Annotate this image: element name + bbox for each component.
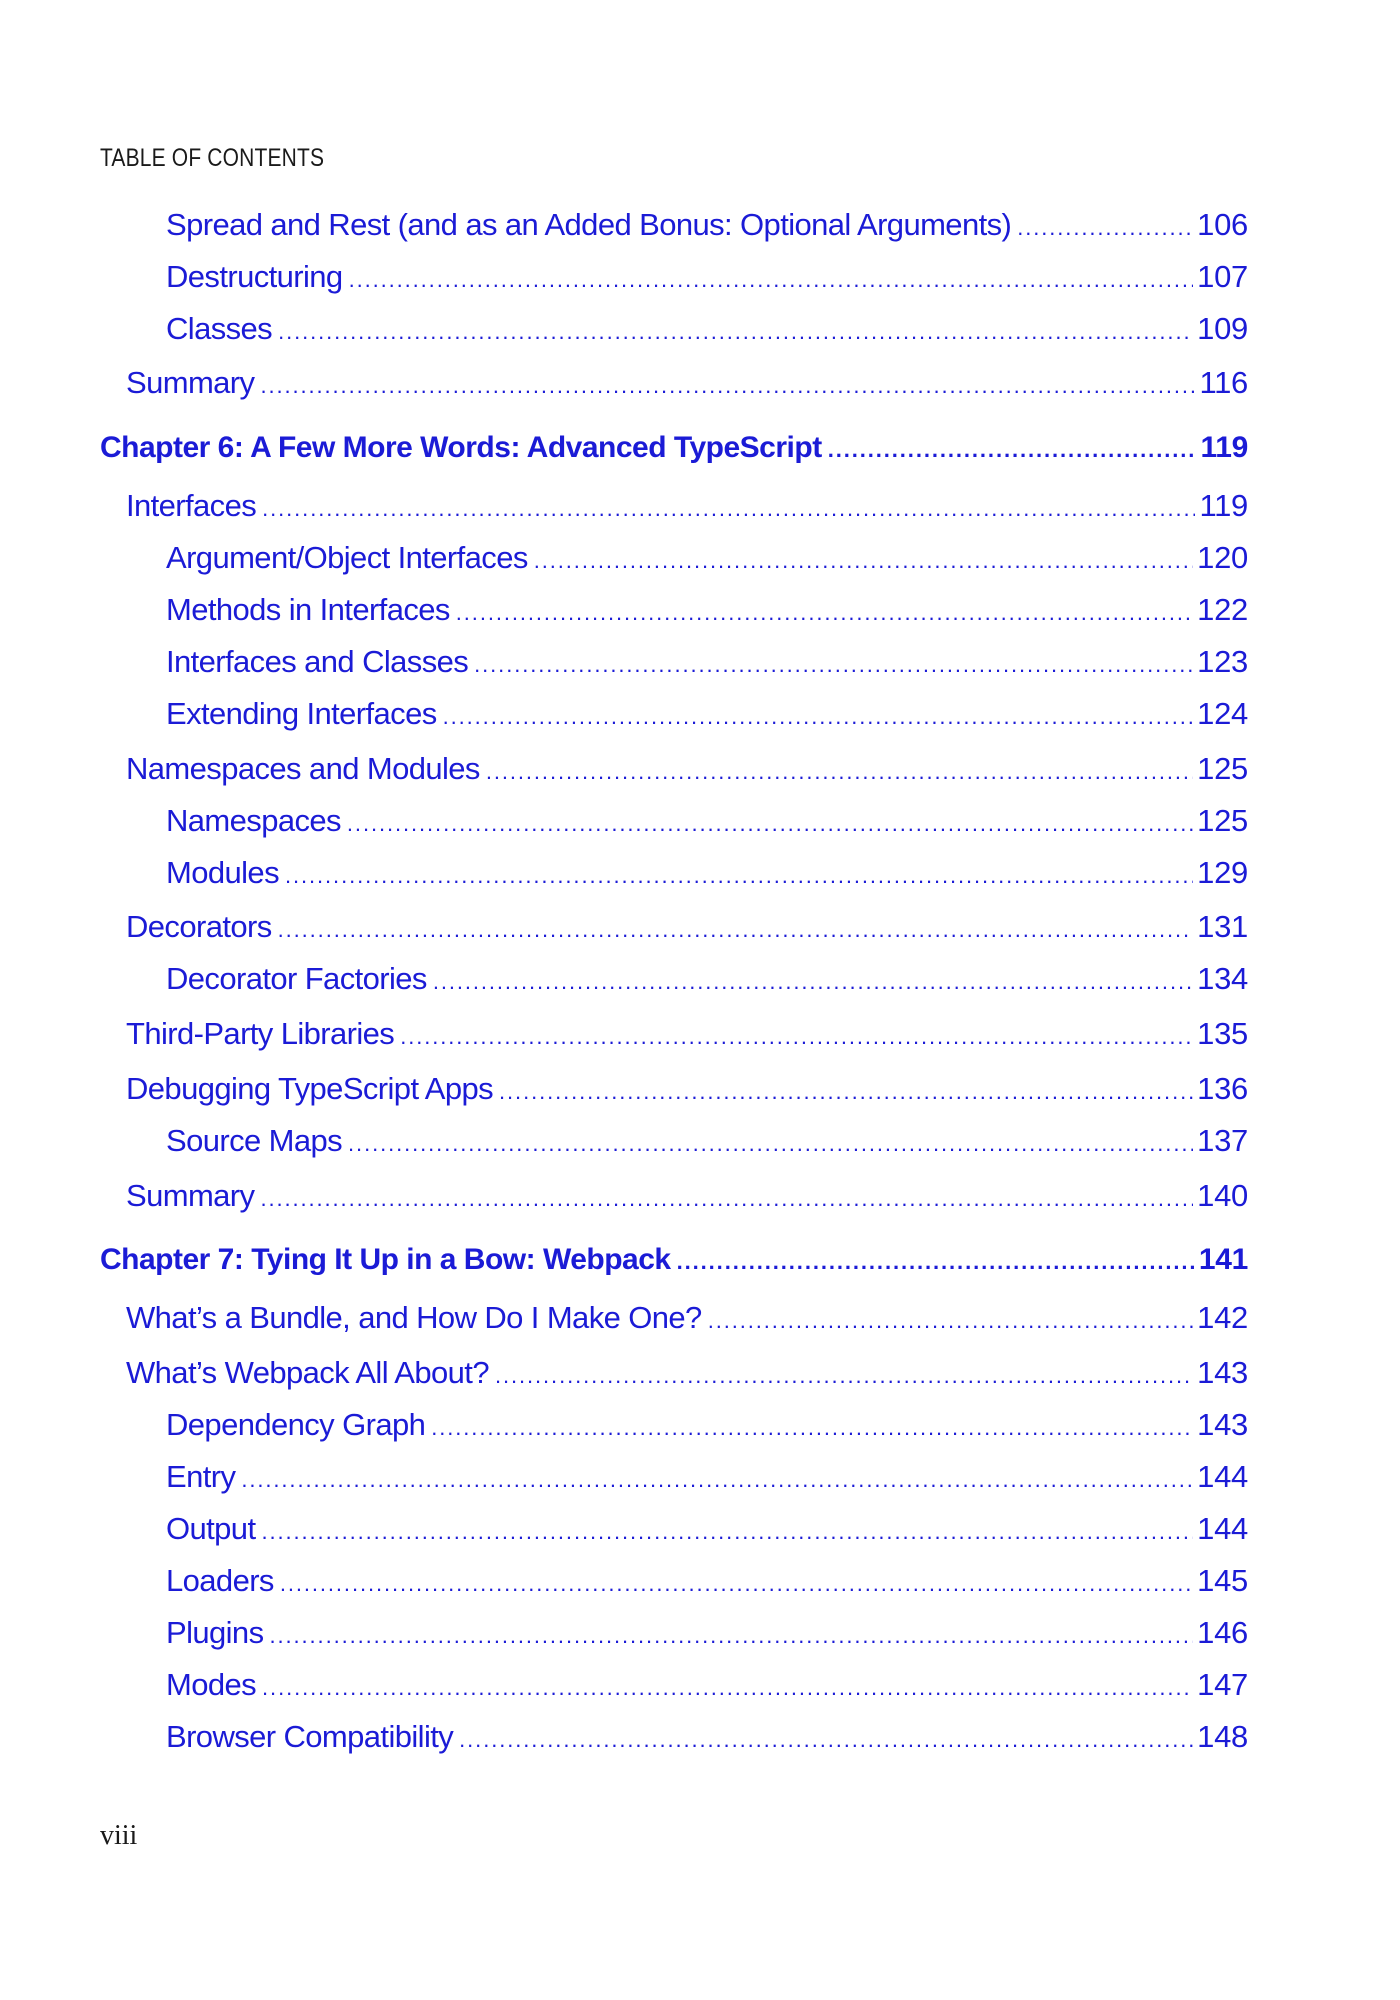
dot-leader [280,1573,1193,1595]
dot-leader [241,1469,1193,1491]
toc-entry-page: 144 [1197,1459,1248,1494]
toc-entry-page: 131 [1197,909,1248,944]
toc-entry-page: 144 [1197,1511,1248,1546]
toc-entry[interactable] [126,1073,1248,1104]
toc-entry-title: Classes [166,311,273,346]
toc-entry-title: Summary [126,365,255,400]
toc-entry[interactable] [166,963,1248,994]
toc-entry-page: 119 [1200,431,1248,464]
toc-entry-title: Modules [166,855,279,890]
toc-entry-title: What’s a Bundle, and How Do I Make One? [126,1300,702,1335]
toc-entry-page: 143 [1197,1355,1248,1390]
dot-leader [499,1081,1193,1103]
toc-entry-title: Interfaces [126,488,257,523]
dot-leader [456,602,1193,624]
toc-entry-title: Output [166,1511,256,1546]
toc-chapter-entry[interactable] [100,1245,1248,1275]
toc-entry-page: 148 [1197,1719,1248,1754]
toc-entry-title: Methods in Interfaces [166,592,450,627]
toc-entry[interactable] [166,1565,1248,1596]
running-header: TABLE OF CONTENTS [100,144,325,172]
toc-entry-page: 135 [1197,1016,1248,1051]
dot-leader [260,1188,1193,1210]
toc-entry[interactable] [166,1461,1248,1492]
page-number: viii [100,1820,138,1851]
toc-entry-title: Plugins [166,1615,264,1650]
dot-leader [433,971,1193,993]
toc-entry-page: 124 [1197,696,1248,731]
toc-entry[interactable] [166,1409,1248,1440]
toc-entry-title: Summary [126,1178,255,1213]
toc-entry-page: 134 [1197,961,1248,996]
toc-entry-title: Spread and Rest (and as an Added Bonus: Optional Arguments) [166,207,1012,242]
toc-entry[interactable] [166,1721,1248,1752]
toc-entry-title: Decorator Factories [166,961,427,996]
toc-entry-page: 147 [1197,1667,1248,1702]
toc-entry[interactable] [166,857,1248,888]
dot-leader [347,813,1193,835]
toc-entry-title: Dependency Graph [166,1407,426,1442]
toc-entry-title: Entry [166,1459,236,1494]
toc-entry-page: 123 [1197,644,1248,679]
toc-entry-page: 107 [1197,259,1248,294]
dot-leader [261,1521,1193,1543]
dot-leader [400,1026,1193,1048]
toc-entry-title: Chapter 7: Tying It Up in a Bow: Webpack [100,1243,671,1276]
toc-entry-title: Debugging TypeScript Apps [126,1071,494,1106]
dot-leader [278,321,1193,343]
dot-leader [285,865,1193,887]
toc-entry[interactable] [166,1125,1248,1156]
toc-entry-title: Interfaces and Classes [166,644,469,679]
toc-entry-page: 125 [1197,803,1248,838]
toc-entry[interactable] [166,261,1248,292]
toc-entry-page: 120 [1197,540,1248,575]
toc-entry-title: Chapter 6: A Few More Words: Advanced TypeScript [100,431,822,464]
toc-entry[interactable] [166,1617,1248,1648]
toc-entry[interactable] [166,1669,1248,1700]
dot-leader [348,1133,1193,1155]
toc-entry-page: 125 [1197,751,1248,786]
toc-entry[interactable] [126,1357,1248,1388]
dot-leader [1017,217,1193,239]
toc-entry-page: 146 [1197,1615,1248,1650]
dot-leader [260,375,1195,397]
toc-entry-page: 109 [1197,311,1248,346]
toc-entry[interactable] [126,1180,1248,1211]
toc-entry-title: Source Maps [166,1123,343,1158]
dot-leader [349,269,1194,291]
dot-leader [459,1729,1193,1751]
toc-entry-page: 143 [1197,1407,1248,1442]
toc-entry[interactable] [166,542,1248,573]
toc-entry-page: 129 [1197,855,1248,890]
toc-entry[interactable] [126,1018,1248,1049]
toc-entry-title: What’s Webpack All About? [126,1355,489,1390]
toc-entry-title: Namespaces and Modules [126,751,480,786]
toc-entry-title: Decorators [126,909,272,944]
toc-entry-title: Argument/Object Interfaces [166,540,528,575]
toc-entry-page: 137 [1197,1123,1248,1158]
toc-entry-title: Extending Interfaces [166,696,437,731]
toc-entry-title: Destructuring [166,259,343,294]
dot-leader [431,1417,1193,1439]
toc-entry[interactable] [166,805,1248,836]
toc-entry[interactable] [166,313,1248,344]
toc-entry-page: 116 [1199,365,1248,400]
toc-entry[interactable] [126,1302,1248,1333]
toc-entry-page: 145 [1197,1563,1248,1598]
dot-leader [443,706,1194,728]
toc-entry-page: 119 [1199,488,1248,523]
toc-entry-title: Modes [166,1667,257,1702]
toc-entry[interactable] [166,209,1248,240]
toc-entry-title: Namespaces [166,803,341,838]
dot-leader [677,1251,1195,1273]
dot-leader [262,1677,1193,1699]
toc-entry[interactable] [126,911,1248,942]
toc-entry-title: Loaders [166,1563,274,1598]
toc-chapter-entry[interactable] [100,433,1248,463]
toc-entry-page: 136 [1197,1071,1248,1106]
dot-leader [262,498,1195,520]
toc-entry-title: Browser Compatibility [166,1719,454,1754]
toc-entry[interactable] [166,594,1248,625]
toc-entry[interactable] [166,1513,1248,1544]
toc-entry[interactable] [126,367,1248,398]
dot-leader [278,919,1194,941]
toc-entry[interactable] [126,753,1248,784]
toc-entry[interactable] [166,646,1248,677]
toc-entry-page: 141 [1198,1243,1248,1276]
dot-leader [486,761,1193,783]
toc-entry-title: Third-Party Libraries [126,1016,395,1051]
toc-entry-page: 142 [1197,1300,1248,1335]
toc-entry-page: 106 [1197,207,1248,242]
toc-entry-page: 122 [1197,592,1248,627]
toc-entry-page: 140 [1197,1178,1248,1213]
dot-leader [828,439,1197,461]
dot-leader [708,1310,1193,1332]
dot-leader [474,654,1193,676]
toc-entry[interactable] [126,490,1248,521]
toc-entry[interactable] [166,698,1248,729]
dot-leader [269,1625,1193,1647]
dot-leader [495,1365,1193,1387]
dot-leader [534,550,1193,572]
